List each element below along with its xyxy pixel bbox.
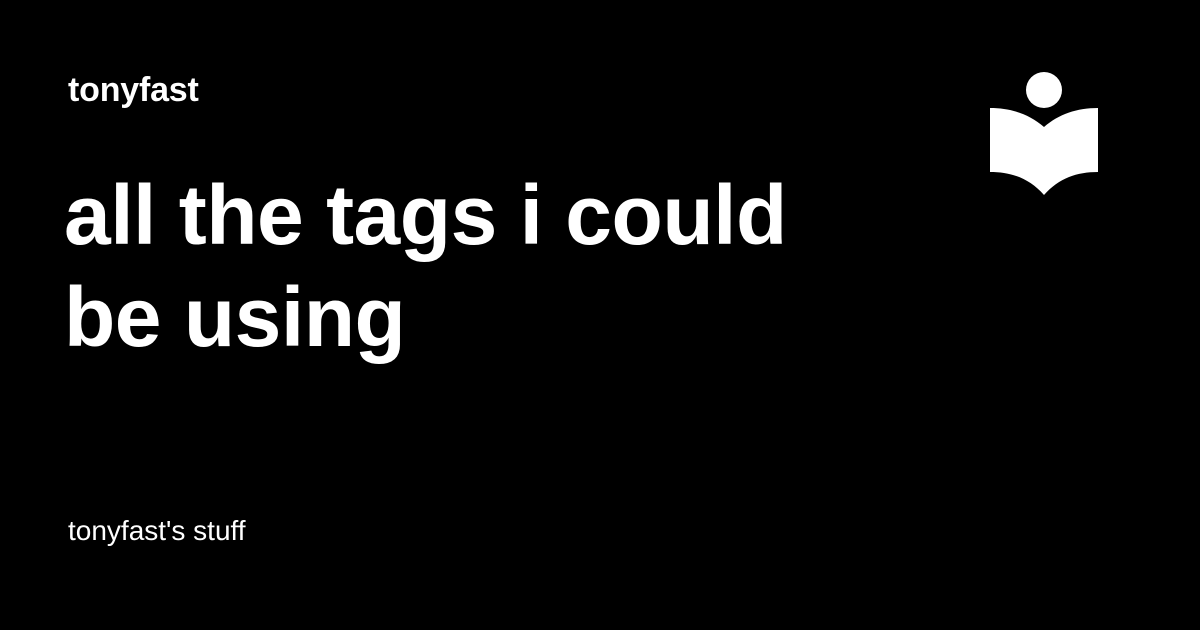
site-description: tonyfast's stuff [68,515,246,546]
reader-book-icon [989,72,1099,196]
site-name: tonyfast [68,71,199,109]
page-title: all the tags i could be using [64,168,787,364]
